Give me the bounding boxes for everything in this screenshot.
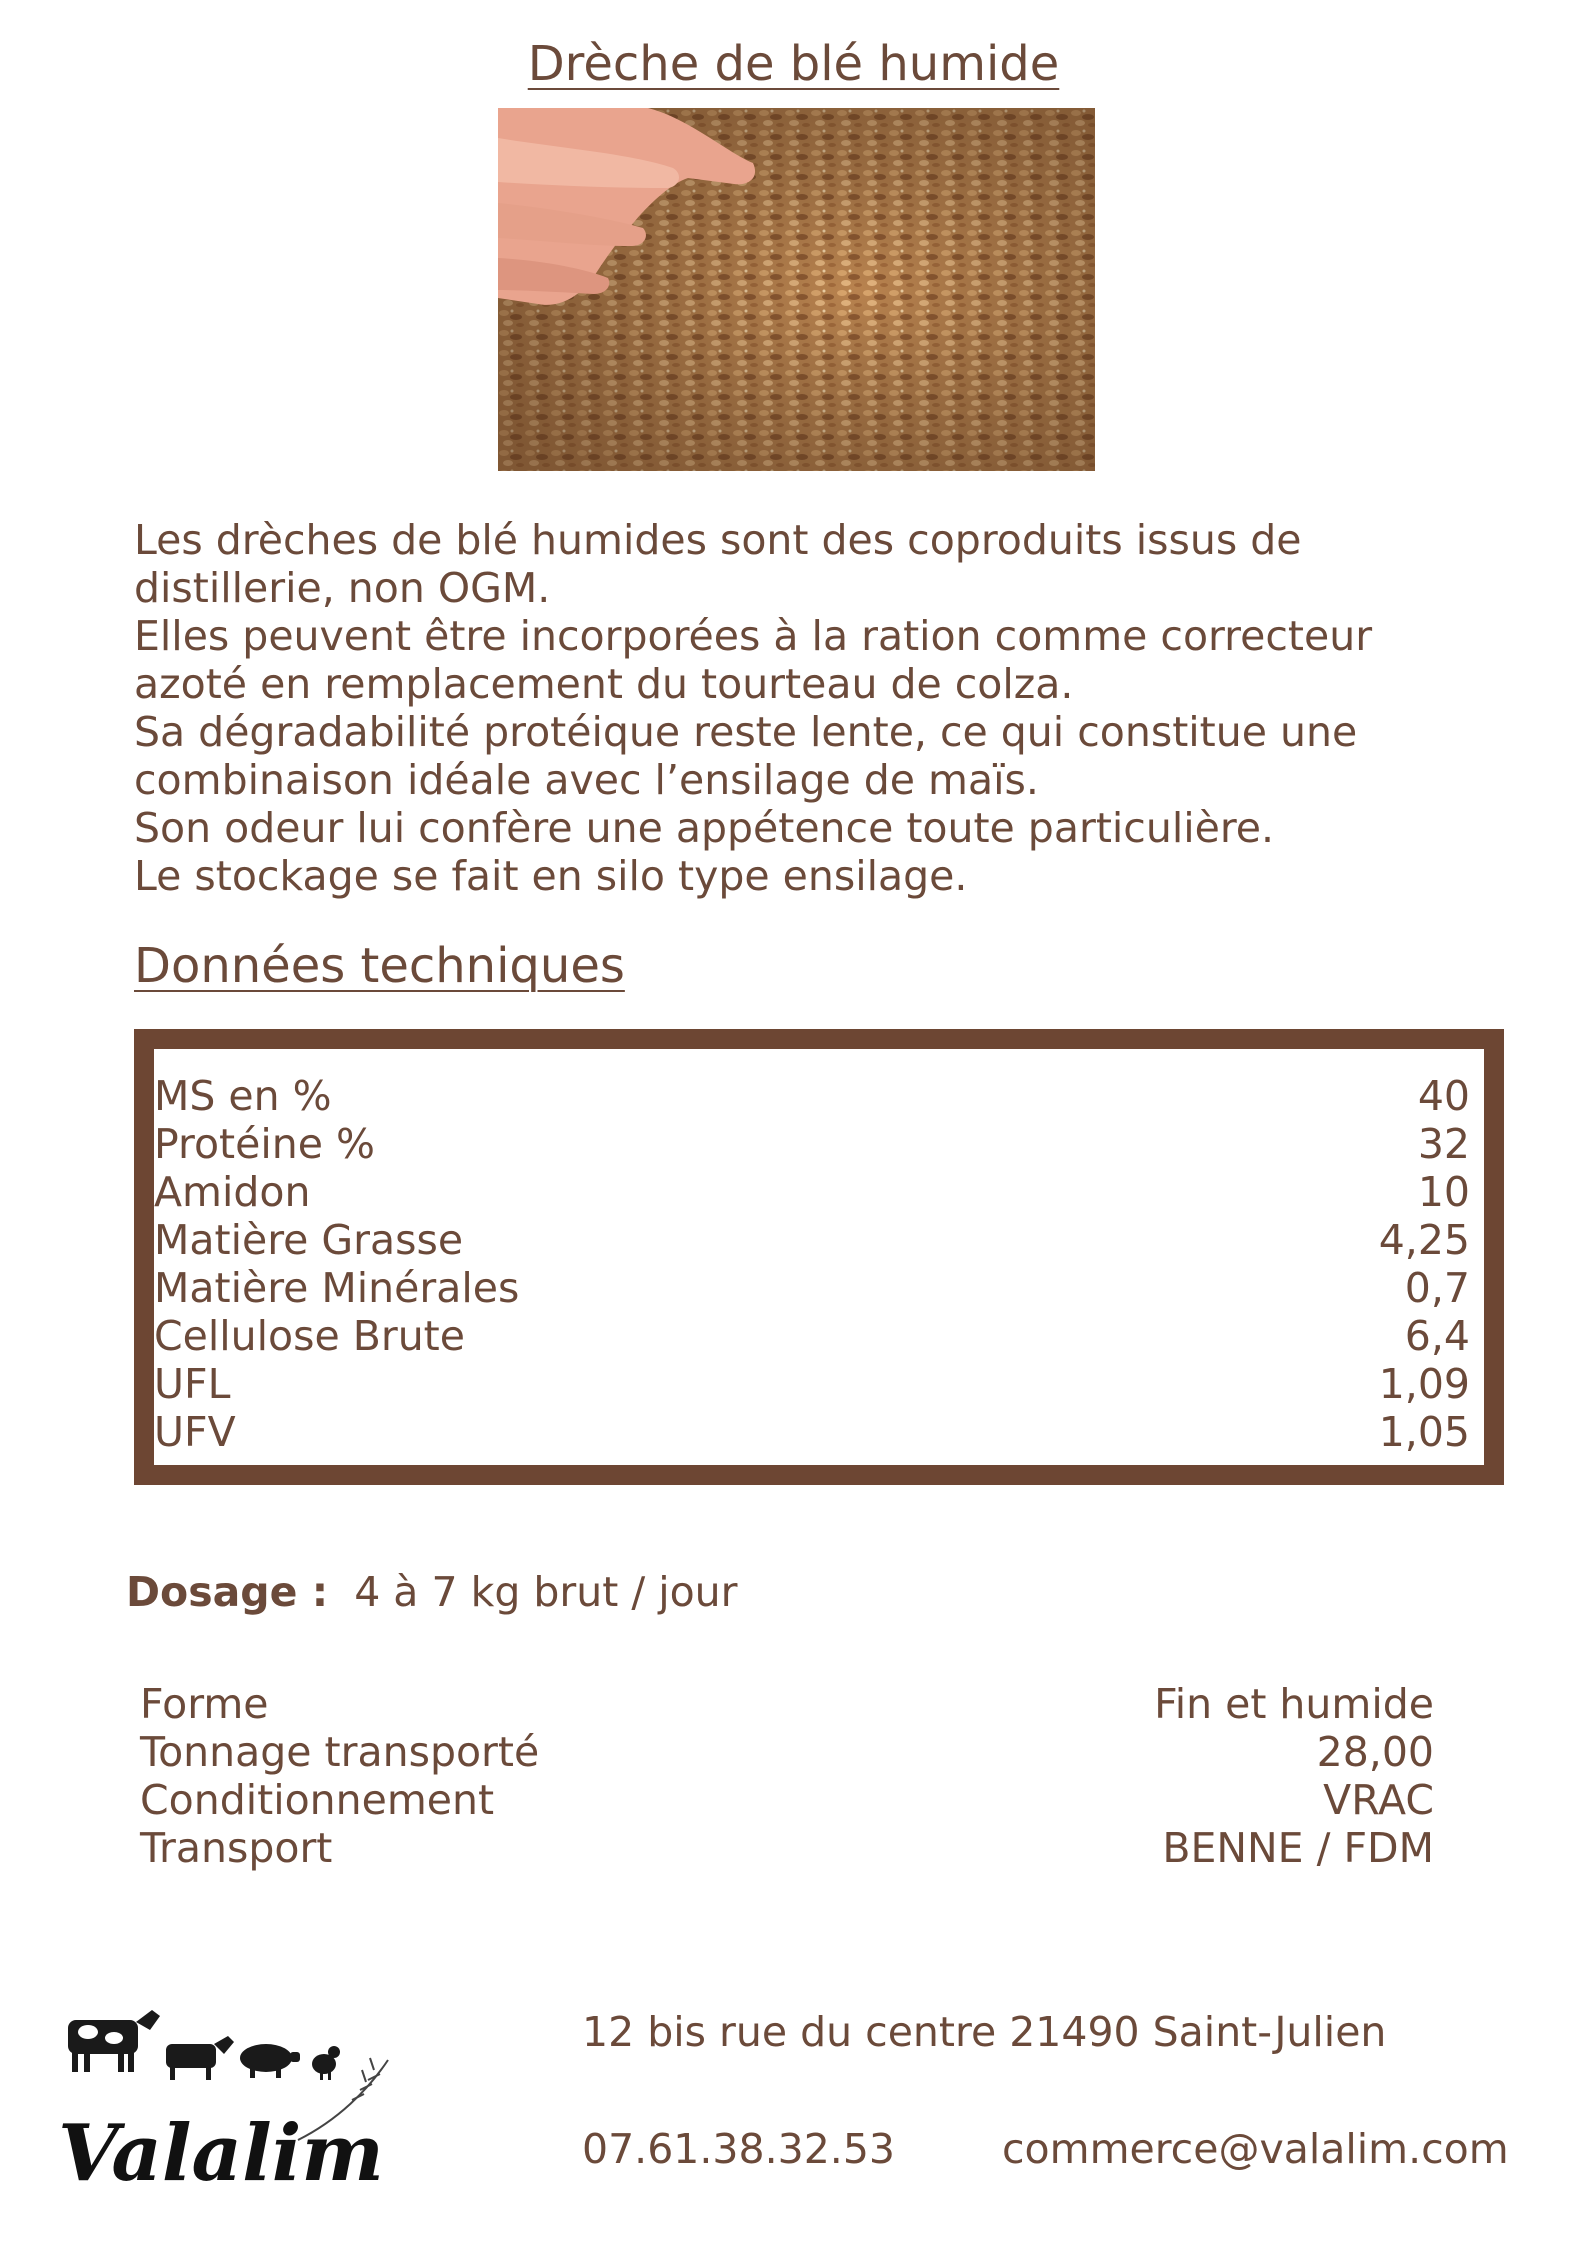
row-value: 0,7 xyxy=(1404,1264,1470,1312)
dosage-value: 4 à 7 kg brut / jour xyxy=(354,1568,738,1616)
description-line: distillerie, non OGM. xyxy=(134,564,551,612)
row-label: MS en % xyxy=(154,1072,332,1120)
row-value: 6,4 xyxy=(1404,1312,1470,1360)
description-line: Elles peuvent être incorporées à la ration comme correcteur xyxy=(134,612,1373,660)
info-value: BENNE / FDM xyxy=(1162,1824,1434,1872)
description-line: azoté en remplacement du tourteau de colza. xyxy=(134,660,1074,708)
info-label: Forme xyxy=(140,1680,269,1728)
tech-table xyxy=(134,1072,1470,1456)
table-row xyxy=(134,1120,1470,1168)
row-value: 4,25 xyxy=(1378,1216,1470,1264)
description-line: Sa dégradabilité protéique reste lente, ce qui constitue une xyxy=(134,708,1358,756)
table-row xyxy=(134,1072,1470,1120)
logo-text: Valalim xyxy=(58,2108,384,2199)
company-address: 12 bis rue du centre 21490 Saint-Julien xyxy=(582,2008,1387,2056)
row-value: 32 xyxy=(1417,1120,1470,1168)
info-value: Fin et humide xyxy=(1154,1680,1434,1728)
grain-photo-image xyxy=(498,108,1095,471)
description-line: Son odeur lui confère une appétence toute particulière. xyxy=(134,804,1275,852)
table-row xyxy=(134,1264,1470,1312)
list-item xyxy=(140,1728,1434,1776)
list-item xyxy=(140,1680,1434,1728)
row-value: 40 xyxy=(1417,1072,1470,1120)
row-label: Protéine % xyxy=(154,1120,375,1168)
list-item xyxy=(140,1776,1434,1824)
table-row xyxy=(134,1168,1470,1216)
description-line: Le stockage se fait en silo type ensilage. xyxy=(134,852,968,900)
dosage xyxy=(126,1568,738,1616)
chicken-icon xyxy=(312,2046,340,2080)
row-label: Amidon xyxy=(154,1168,311,1216)
dosage-label: Dosage : xyxy=(126,1568,329,1616)
product-description xyxy=(134,516,1474,900)
product-photo xyxy=(498,108,1095,471)
row-value: 10 xyxy=(1417,1168,1470,1216)
table-row xyxy=(134,1360,1470,1408)
row-value: 1,09 xyxy=(1378,1360,1470,1408)
row-label: Matière Minérales xyxy=(154,1264,520,1312)
description-line: Les drèches de blé humides sont des coproduits issus de xyxy=(134,516,1302,564)
row-label: Cellulose Brute xyxy=(154,1312,465,1360)
info-value: VRAC xyxy=(1323,1776,1434,1824)
info-label: Tonnage transporté xyxy=(140,1728,540,1776)
company-logo xyxy=(48,2000,438,2210)
table-row xyxy=(134,1216,1470,1264)
row-value: 1,05 xyxy=(1378,1408,1470,1456)
list-item xyxy=(140,1824,1434,1872)
description-line: combinaison idéale avec l’ensilage de maïs. xyxy=(134,756,1039,804)
row-label: Matière Grasse xyxy=(154,1216,464,1264)
company-phone[interactable]: 07.61.38.32.53 xyxy=(582,2125,895,2173)
table-row xyxy=(134,1408,1470,1456)
table-row xyxy=(134,1312,1470,1360)
company-email[interactable]: commerce@valalim.com xyxy=(1002,2125,1509,2173)
page-title: Drèche de blé humide xyxy=(527,36,1060,92)
logistics-info xyxy=(140,1680,1434,1872)
info-label: Transport xyxy=(140,1824,333,1872)
info-value: 28,00 xyxy=(1316,1728,1434,1776)
calf-icon xyxy=(166,2036,234,2080)
pig-icon xyxy=(240,2044,300,2078)
logo-image xyxy=(48,2000,438,2210)
info-label: Conditionnement xyxy=(140,1776,495,1824)
tech-heading: Données techniques xyxy=(134,938,625,994)
row-label: UFV xyxy=(154,1408,236,1456)
row-label: UFL xyxy=(154,1360,231,1408)
